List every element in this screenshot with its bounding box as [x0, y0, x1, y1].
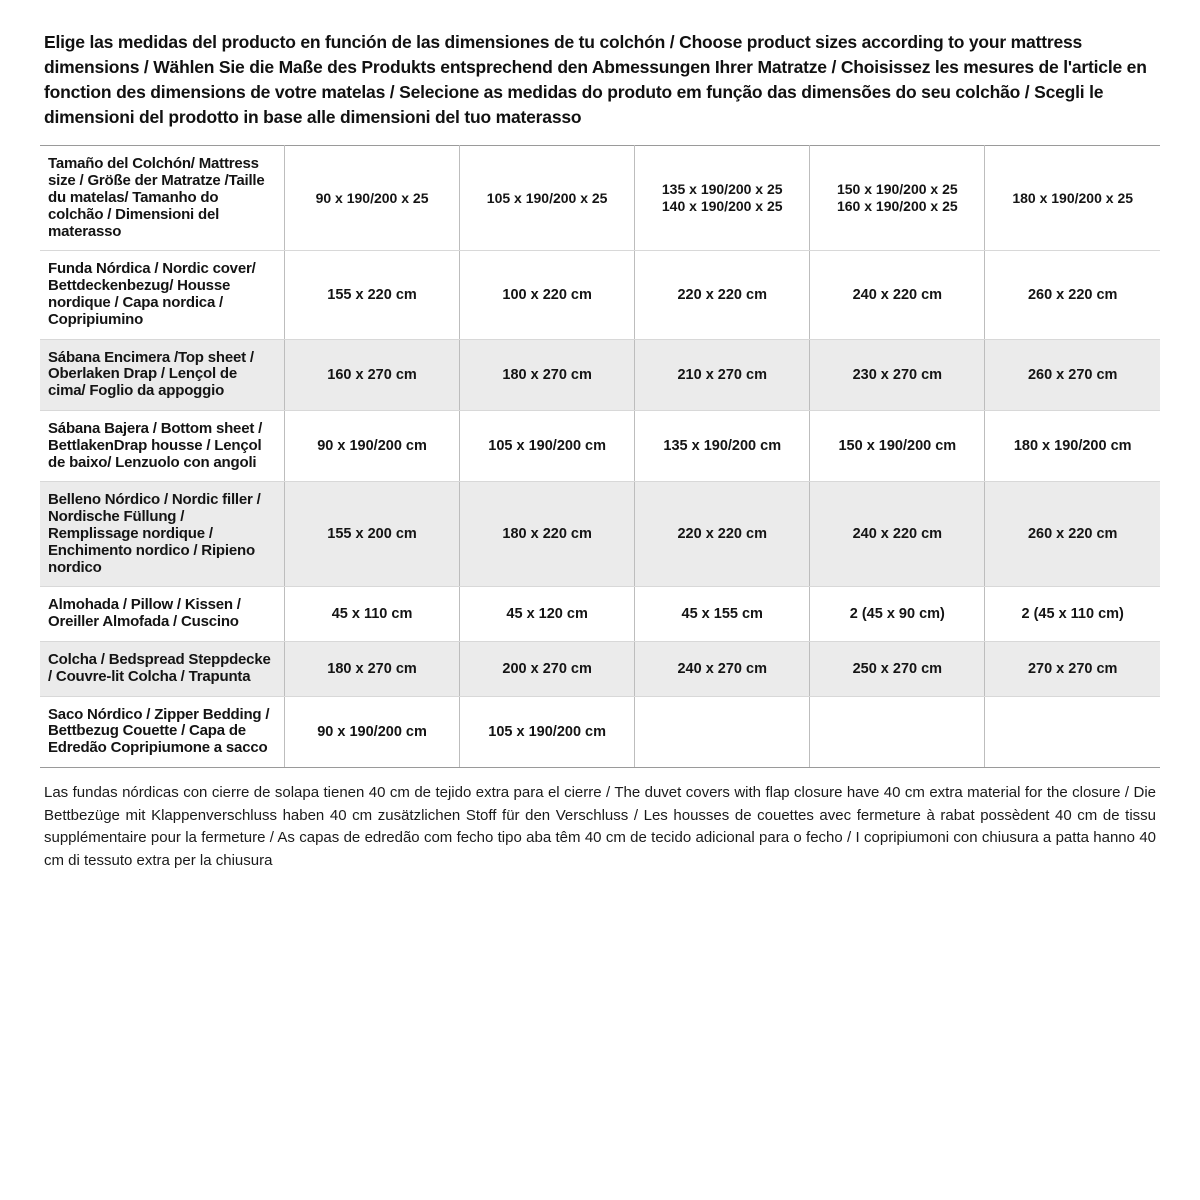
intro-text: Elige las medidas del producto en función de las dimensiones de tu colchón / Choose product sizes according to your mattress dimensions / Wählen Sie die Maße des Produkts entsprechend den Abmessungen Ihrer Matratze / Choisissez les mesures de l'article en fonction des dimensions de votre matelas / Selecione as medidas do produto em função das dimensões do seu colchão / Scegli le dimensioni del prodotto in base alle dimensioni del tuo materasso	[44, 32, 1147, 127]
table-row	[40, 339, 1160, 410]
row-label: Saco Nórdico / Zipper Bedding / Bettbezug Couette / Capa de Edredão Copripiumone a sacco	[40, 696, 285, 767]
table-cell: 45 x 155 cm	[635, 587, 810, 642]
table-cell: 90 x 190/200 cm	[285, 410, 460, 481]
table-cell: 260 x 220 cm	[985, 251, 1160, 339]
table-body	[40, 146, 1160, 768]
row-label: Almohada / Pillow / Kissen / Oreiller Almofada / Cuscino	[40, 587, 285, 642]
table-cell: 90 x 190/200 cm	[285, 696, 460, 767]
table-cell: 105 x 190/200 cm	[460, 696, 635, 767]
table-cell: 90 x 190/200 x 25	[285, 146, 460, 251]
table-cell: 180 x 220 cm	[460, 482, 635, 587]
table-cell	[985, 696, 1160, 767]
row-label: Funda Nórdica / Nordic cover/ Bettdeckenbezug/ Housse nordique / Capa nordica / Copripiumino	[40, 251, 285, 339]
row-label: Colcha / Bedspread Steppdecke / Couvre-lit Colcha / Trapunta	[40, 641, 285, 696]
table-cell	[635, 696, 810, 767]
table-cell: 2 (45 x 90 cm)	[810, 587, 985, 642]
table-cell: 220 x 220 cm	[635, 251, 810, 339]
table-cell: 240 x 270 cm	[635, 641, 810, 696]
table-cell: 105 x 190/200 cm	[460, 410, 635, 481]
table-cell: 180 x 190/200 x 25	[985, 146, 1160, 251]
row-label: Tamaño del Colchón/ Mattress size / Größe der Matratze /Taille du matelas/ Tamanho do colchão / Dimensioni del materasso	[40, 146, 285, 251]
table-cell: 105 x 190/200 x 25	[460, 146, 635, 251]
table-cell: 150 x 190/200 x 25 160 x 190/200 x 25	[810, 146, 985, 251]
table-cell: 180 x 270 cm	[285, 641, 460, 696]
row-label: Belleno Nórdico / Nordic filler / Nordische Füllung / Remplissage nordique / Enchimento nordico / Ripieno nordico	[40, 482, 285, 587]
table-row	[40, 251, 1160, 339]
table-cell: 240 x 220 cm	[810, 482, 985, 587]
size-chart-table	[40, 145, 1160, 768]
table-cell: 45 x 110 cm	[285, 587, 460, 642]
table-row	[40, 641, 1160, 696]
table-cell: 250 x 270 cm	[810, 641, 985, 696]
footnote-text: Las fundas nórdicas con cierre de solapa tienen 40 cm de tejido extra para el cierre / The duvet covers with flap closure have 40 cm extra material for the closure / Die Bettbezüge mit Klappenverschluss haben 40 cm zusätzlichen Stoff für den Verschluss / Les housses de couettes avec fermeture à rabat possèdent 40 cm de tissu supplémentaire pour la fermeture / As capas de edredão com fecho tipo aba têm 40 cm de tecido adicional para o fecho / I copripiumoni con chiusura a patta hanno 40 cm di tessuto extra per la chiusura	[44, 783, 1156, 870]
table-cell: 135 x 190/200 cm	[635, 410, 810, 481]
table-cell: 45 x 120 cm	[460, 587, 635, 642]
table-cell: 200 x 270 cm	[460, 641, 635, 696]
table-cell: 2 (45 x 110 cm)	[985, 587, 1160, 642]
row-label: Sábana Bajera / Bottom sheet / BettlakenDrap housse / Lençol de baixo/ Lenzuolo con angoli	[40, 410, 285, 481]
table-cell: 220 x 220 cm	[635, 482, 810, 587]
table-cell: 150 x 190/200 cm	[810, 410, 985, 481]
table-cell: 155 x 200 cm	[285, 482, 460, 587]
table-cell: 210 x 270 cm	[635, 339, 810, 410]
table-row	[40, 146, 1160, 251]
row-label: Sábana Encimera /Top sheet / Oberlaken Drap / Lençol de cima/ Foglio da appoggio	[40, 339, 285, 410]
table-cell: 230 x 270 cm	[810, 339, 985, 410]
table-cell: 160 x 270 cm	[285, 339, 460, 410]
table-cell: 240 x 220 cm	[810, 251, 985, 339]
table-cell: 180 x 270 cm	[460, 339, 635, 410]
table-cell	[810, 696, 985, 767]
table-cell: 180 x 190/200 cm	[985, 410, 1160, 481]
table-cell: 260 x 220 cm	[985, 482, 1160, 587]
table-cell: 260 x 270 cm	[985, 339, 1160, 410]
table-cell: 100 x 220 cm	[460, 251, 635, 339]
table-row	[40, 410, 1160, 481]
table-cell: 135 x 190/200 x 25 140 x 190/200 x 25	[635, 146, 810, 251]
table-cell: 270 x 270 cm	[985, 641, 1160, 696]
table-row	[40, 696, 1160, 767]
table-row	[40, 587, 1160, 642]
table-row	[40, 482, 1160, 587]
table-cell: 155 x 220 cm	[285, 251, 460, 339]
